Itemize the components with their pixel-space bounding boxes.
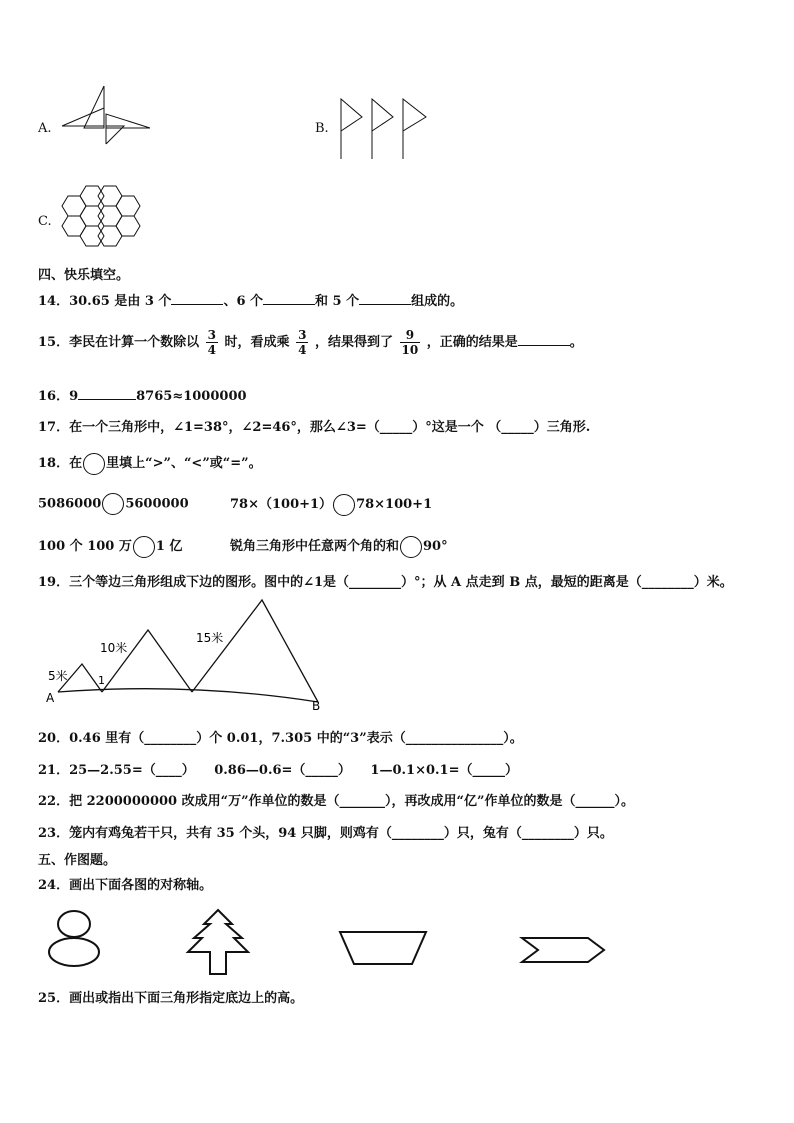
section-5-title: 五、作图题。 [38,853,117,868]
option-c-label: C. [38,214,52,229]
tree-arrow-figure [186,908,250,976]
fraction: $\frac{9}{10}$ [401,328,419,357]
question-23: 23．笼内有鸡兔若干只，共有 35 个头，94 只脚，则鸡有（________）只，兔有（________）只。 [38,826,613,841]
question-24: 24．画出下面各图的对称轴。 [38,878,213,893]
label-5m: 5米 [48,669,68,683]
comparison-circle[interactable] [333,494,355,516]
trapezoid-figure [338,928,428,968]
hexagon-figure [62,184,142,264]
triangles-figure [40,596,330,713]
question-16: 16．9 8765≈1000000 [38,389,247,404]
question-14: 14．30.65 是由 3 个 、6 个 和 5 个 组成的。 [38,294,464,309]
comparison-circle [83,453,105,475]
label-10m: 10米 [100,641,128,655]
point-b-label: B [312,699,321,713]
option-b-label: B. [315,121,329,136]
angle-1-label: 1 [98,674,105,687]
pinwheel-figure [62,86,152,146]
point-a-label: A [46,691,55,705]
label-15m: 15米 [196,631,224,645]
comparison-item-2: 78×（100+1） 78×100+1 [230,493,432,516]
question-22: 22．把 2200000000 改成用“万”作单位的数是（_______），再改成用“亿”作单位的数是（______）。 [38,794,635,809]
fraction: $\frac{3}{4}$ [298,328,307,357]
question-17: 17．在一个三角形中，∠1=38°，∠2=46°，那么∠3=（_____）°这是一个 （_____）三角形. [38,420,591,435]
question-18: 18．在 里填上“>”、“<”或“=”。 [38,452,262,475]
fraction: $\frac{3}{4}$ [207,328,216,357]
section-4-title: 四、快乐填空。 [38,268,130,283]
chevron-arrow-figure [520,936,606,966]
comparison-circle[interactable] [133,536,155,558]
option-a-label: A. [38,121,52,136]
comparison-item-3: 100 个 100 万 1 亿 [38,535,182,558]
comparison-circle[interactable] [102,493,124,515]
question-19: 19．三个等边三角形组成下边的图形。图中的∠1是（________）°；从 A 点走到 B 点，最短的距离是（________）米。 [38,575,733,590]
question-25: 25．画出或指出下面三角形指定底边上的高。 [38,991,304,1006]
flags-figure [338,97,433,161]
question-20: 20．0.46 里有（________）个 0.01，7.305 中的“3”表示（_______________）。 [38,731,523,746]
question-15: 15．李民在计算一个数除以 $\frac{3}{4}$ 时，看成乘 $\frac{3}{4}$ ，结果得到了 $\frac{9}{10}$ ，正确的结果是 。 [38,328,583,357]
comparison-circle[interactable] [400,536,422,558]
comparison-item-4: 锐角三角形中任意两个角的和 90° [230,535,448,558]
question-21: 21．25—2.55=（____） 0.86—0.6=（_____） 1—0.1×0.1=（_____） [38,763,518,778]
figure-eight [48,908,104,968]
comparison-item-1: 5086000 5600000 [38,493,189,515]
